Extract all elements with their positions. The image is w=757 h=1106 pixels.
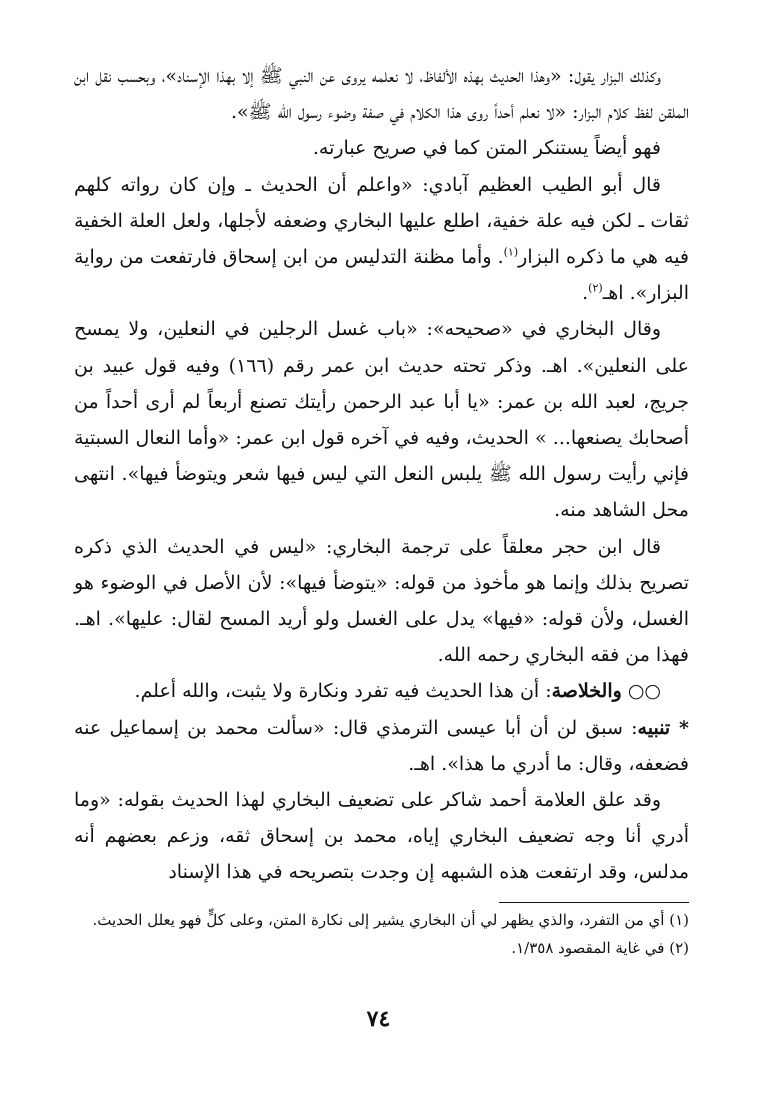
footnote-1: (١) أي من التفرد، والذي يظهر لي أن البخاري يشير إلى نكارة المتن، وعلى كلٍّ فهو يعلل الحديث. bbox=[92, 911, 689, 929]
page-number: ٧٤ bbox=[366, 1006, 391, 1032]
paragraph-text: : أن هذا الحديث فيه تفرد ونكارة ولا يثبت، والله أعلم. bbox=[134, 680, 552, 703]
paragraph-text: فهو أيضاً يستنكر المتن كما في صريح عبارته. bbox=[312, 137, 661, 160]
paragraph-text: . bbox=[582, 282, 589, 305]
paragraph-shakir bbox=[74, 782, 689, 891]
paragraph-text: قال ابن حجر معلقاً على ترجمة البخاري: «ليس في الحديث الذي ذكره تصريح بذلك وإنما هو مأخوذ من قوله: «يتوضأ فيها»: لأن الأصل في الوضوء هو الغسل، ولأن قوله: «فيها» يدل على الغسل ولو أريد المسح لقال: عليها». اهـ. فهذا من فقه البخاري رحمه الله. bbox=[74, 535, 689, 667]
paragraph-bukhari bbox=[74, 311, 689, 528]
main-text bbox=[74, 58, 689, 891]
paragraph-text: وكذلك البزار يقول: «وهذا الحديث بهذه الألفاظ، لا نعلمه يروى عن النبي ﷺ إلا بهذا الإسناد»، وبحسب نقل ابن الملقن لفظ كلام البزار: «لا نعلم أحداً روى هذا الكلام في صفة وضوء رسول الله ﷺ». bbox=[74, 65, 689, 124]
paragraph-text: قال أبو الطيب العظيم آبادي: «واعلم أن الحديث ـ وإن كان رواته كلهم ثقات ـ لكن فيه علة خفية، اطلع عليها البخاري وضعفه لأجلها، ولعل العلة الخفية فيه هي ما ذكره البزار bbox=[74, 173, 689, 269]
paragraph-istinkar bbox=[74, 130, 689, 166]
footnote-2: (٢) في غاية المقصود ١/٣٥٨. bbox=[511, 939, 689, 957]
circles-marker: ○○ bbox=[621, 680, 661, 703]
paragraph-note bbox=[74, 710, 689, 782]
footnote-ref-1: (١) bbox=[503, 245, 519, 259]
paragraph-conclusion bbox=[74, 673, 689, 709]
footnote-separator bbox=[499, 902, 689, 903]
paragraph-bazzar bbox=[74, 58, 689, 130]
paragraph-ibn-hajar bbox=[74, 529, 689, 674]
paragraph-text: : سبق لن أن أبا عيسى الترمذي قال: «سألت محمد بن إسماعيل عنه فضعفه، وقال: ما أدري ما هذا». اهـ. bbox=[74, 716, 689, 775]
paragraph-text: . وأما مظنة التدليس من ابن إسحاق فارتفعت من رواية البزار». اهـ bbox=[74, 246, 689, 305]
note-label: تنبيه bbox=[637, 716, 671, 739]
paragraph-text: وقال البخاري في «صحيحه»: «باب غسل الرجلين في النعلين، ولا يمسح على النعلين». اهـ. وذكر تحته حديث ابن عمر رقم (١٦٦) وفيه قول عبيد بن جريج، لعبد الله بن عمر: «يا أبا عبد الرحمن رأيتك تصنع أربعاً لم أرى أحداً من أصحابك يصنعها... » الحديث، وفيه في آخره قول ابن عمر: «وأما النعال السبتية فإني رأيت رسول الله ﷺ يلبس النعل التي ليس فيها شعر ويتوضأ فيها». انتهى محل الشاهد منه. bbox=[74, 318, 689, 522]
footnote-ref-2: (٢) bbox=[588, 281, 603, 295]
footnotes bbox=[74, 908, 689, 964]
paragraph-azim-abadi bbox=[74, 167, 689, 312]
asterisk-marker: * bbox=[670, 716, 689, 739]
paragraph-text: وقد علق العلامة أحمد شاكر على تضعيف البخاري لهذا الحديث بقوله: «وما أدري أنا وجه تضعيف البخاري إياه، محمد بن إسحاق ثقه، وزعم بعضهم أنه مدلس، وقد ارتفعت هذه الشبهه إن وجدت بتصريحه في هذا الإسناد bbox=[74, 789, 689, 884]
conclusion-label: والخلاصة bbox=[551, 680, 622, 703]
